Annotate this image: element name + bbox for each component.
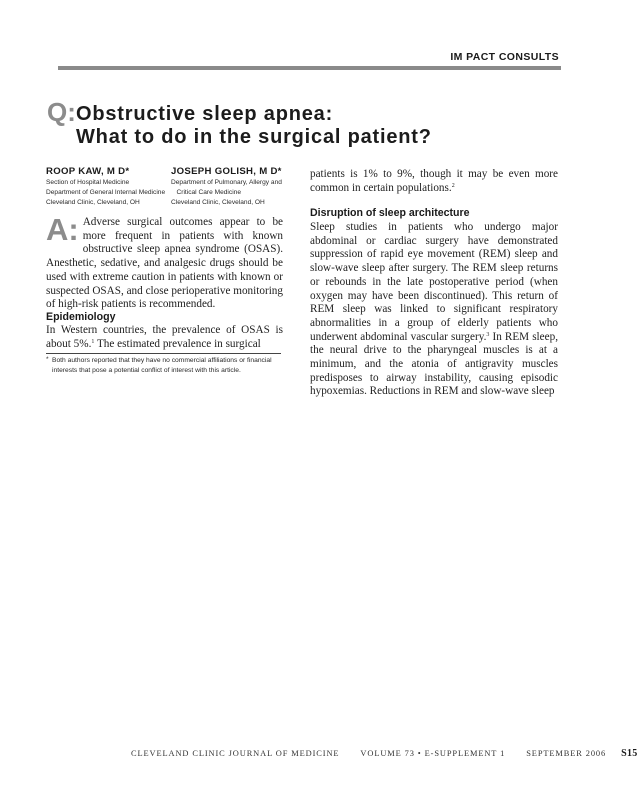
author-affiliation-line: Section of Hospital Medicine — [46, 179, 130, 186]
author-block — [171, 166, 291, 208]
article-title — [76, 103, 432, 149]
reference-mark: 3 — [486, 331, 490, 338]
answer-text: Adverse surgical outcomes appear to be more frequent in patients with known obstructive sleep apnea syndrome (OSAS). Anesthetic, sedative, and analgesic drugs should be used with extreme caution in patients with known or suspected OSAS, and close perioperative monitoring of high-risk patients is recommended. — [46, 216, 283, 311]
section-heading-epidemiology: Epidemiology — [46, 311, 116, 323]
author-affiliation-line: Cleveland Clinic, Cleveland, OH — [171, 199, 265, 206]
author-affiliation-line: Department of Pulmonary, Allergy and — [171, 179, 282, 186]
author-affiliation-line: Cleveland Clinic, Cleveland, OH — [46, 199, 140, 206]
paragraph-text: Sleep studies in patients who undergo major abdominal or cardiac surgery have demonstrated suppression of rapid eye movement (REM) sleep and slow-wave sleep after surgery. The REM sleep returns or rebounds in the late postoperative period (when oxygen may have been discontinued). This return of REM sleep was linked to significant respiratory abnormalities in a group of elderly patients who underwent abdominal vascular surgery. — [310, 221, 558, 343]
epidemiology-paragraph — [46, 324, 283, 351]
section-label: IM PACT CONSULTS — [450, 51, 559, 63]
reference-mark: 1 — [91, 338, 95, 345]
author-block — [46, 166, 176, 208]
author-affiliation-line: Department of General Internal Medicine — [46, 189, 166, 196]
author-affiliation-line: Critical Care Medicine — [171, 189, 241, 196]
footer-volume: VOLUME 73 • E-SUPPLEMENT 1 — [360, 749, 506, 758]
paragraph-text: In REM sleep, the neural drive to the pharyngeal muscles is at a minimum, and the atonia of antigravity muscles predisposes to airway instability, causing episodic hypoxemias. Reductions in REM and slow-wave sleep — [310, 330, 558, 398]
footnote-rule — [46, 353, 281, 354]
paragraph-text: In Western countries, the prevalence of OSAS is about 5%. — [46, 324, 283, 350]
paragraph-text: patients is 1% to 9%, though it may be even more common in certain populations. — [310, 168, 558, 194]
footnote — [46, 356, 286, 375]
answer-paragraph — [46, 212, 283, 312]
title-line-1: Obstructive sleep apnea: — [76, 103, 334, 125]
author-name: ROOP KAW, M D* — [46, 166, 130, 177]
epidemiology-continuation — [310, 168, 558, 195]
footnote-marker: * — [46, 356, 49, 363]
title-line-2: What to do in the surgical patient? — [76, 126, 432, 148]
question-mark-label: Q: — [47, 97, 76, 127]
author-name: JOSEPH GOLISH, M D* — [171, 166, 282, 177]
paragraph-text: The estimated prevalence in surgical — [94, 337, 261, 350]
footnote-text: Both authors reported that they have no commercial affiliations or financial interests that pose a potential conflict of interest with this article. — [52, 357, 272, 374]
page-number: S15 — [621, 748, 638, 759]
page-footer — [131, 748, 638, 759]
reference-mark: 2 — [451, 182, 455, 189]
footer-date: SEPTEMBER 2006 — [526, 749, 607, 758]
answer-mark-label: A: — [46, 212, 79, 247]
sleep-architecture-paragraph — [310, 221, 558, 399]
footer-journal-name: CLEVELAND CLINIC JOURNAL OF MEDICINE — [131, 749, 340, 758]
header-rule — [58, 66, 561, 70]
section-heading-sleep-architecture: Disruption of sleep architecture — [310, 207, 470, 219]
